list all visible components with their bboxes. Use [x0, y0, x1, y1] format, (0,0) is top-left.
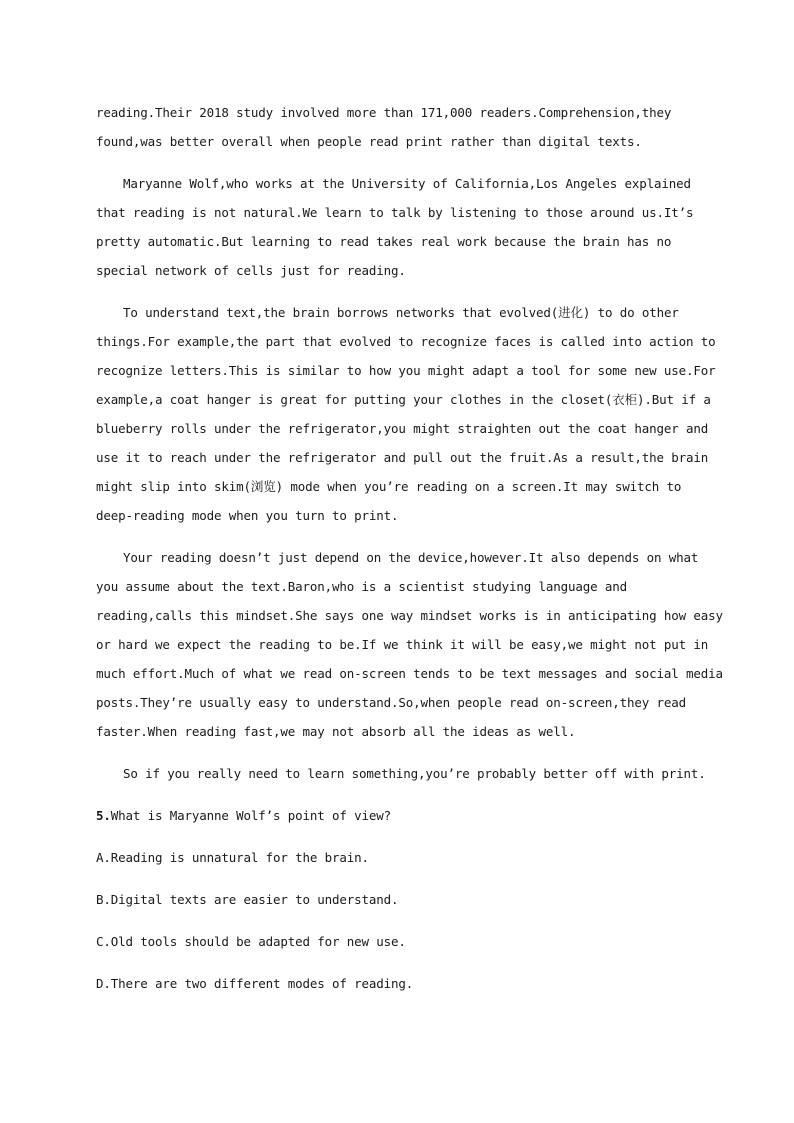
- text-line: Your reading doesn’t just depend on the device,however.It also depends on what: [123, 550, 699, 565]
- text-line: posts.They’re usually easy to understand.So,when people read on-screen,they read: [96, 695, 687, 710]
- option-b: B.Digital texts are easier to understand.: [96, 892, 399, 907]
- option-d: D.There are two different modes of reading.: [96, 976, 414, 991]
- paragraph-4: [96, 543, 723, 746]
- text-line: example,a coat hanger is great for putting your clothes in the closet(衣柜).But if a: [96, 392, 711, 407]
- text-line: use it to reach under the refrigerator and pull out the fruit.As a result,the brain: [96, 450, 709, 465]
- paragraph-1: [96, 98, 696, 156]
- text-line: special network of cells just for reading.: [96, 263, 406, 278]
- paragraph-5: [96, 759, 706, 788]
- text-line: recognize letters.This is similar to how you might adapt a tool for some new use.For: [96, 363, 716, 378]
- text-line: reading.Their 2018 study involved more than 171,000 readers.Comprehension,they: [96, 105, 672, 120]
- text-line: Maryanne Wolf,who works at the University of California,Los Angeles explained: [123, 176, 691, 191]
- text-line: that reading is not natural.We learn to talk by listening to those around us.It’s: [96, 205, 694, 220]
- text-line: things.For example,the part that evolved to recognize faces is called into action to: [96, 334, 716, 349]
- option-c: C.Old tools should be adapted for new use.: [96, 934, 406, 949]
- text-line: found,was better overall when people read print rather than digital texts.: [96, 134, 642, 149]
- text-line: much effort.Much of what we read on-screen tends to be text messages and social media: [96, 666, 723, 681]
- paragraph-3: [96, 298, 716, 530]
- text-line: To understand text,the brain borrows networks that evolved(进化) to do other: [123, 305, 679, 320]
- text-line: might slip into skim(浏览) mode when you’re reading on a screen.It may switch to: [96, 479, 682, 494]
- option-a: A.Reading is unnatural for the brain.: [96, 850, 369, 865]
- question-text: What is Maryanne Wolf’s point of view?: [110, 808, 392, 823]
- text-line: or hard we expect the reading to be.If we think it will be easy,we might not put in: [96, 637, 709, 652]
- text-line: blueberry rolls under the refrigerator,you might straighten out the coat hanger and: [96, 421, 709, 436]
- text-line: reading,calls this mindset.She says one way mindset works is in anticipating how easy: [96, 608, 723, 623]
- text-line: faster.When reading fast,we may not absorb all the ideas as well.: [96, 724, 576, 739]
- question-5: [96, 801, 696, 830]
- question-number: 5.: [96, 808, 111, 823]
- text-line: So if you really need to learn something,you’re probably better off with print.: [123, 766, 706, 781]
- text-line: deep-reading mode when you turn to print.: [96, 508, 399, 523]
- text-line: you assume about the text.Baron,who is a scientist studying language and: [96, 579, 628, 594]
- document-page: [96, 98, 723, 1011]
- paragraph-2: [96, 169, 696, 285]
- text-line: pretty automatic.But learning to read takes real work because the brain has no: [96, 234, 672, 249]
